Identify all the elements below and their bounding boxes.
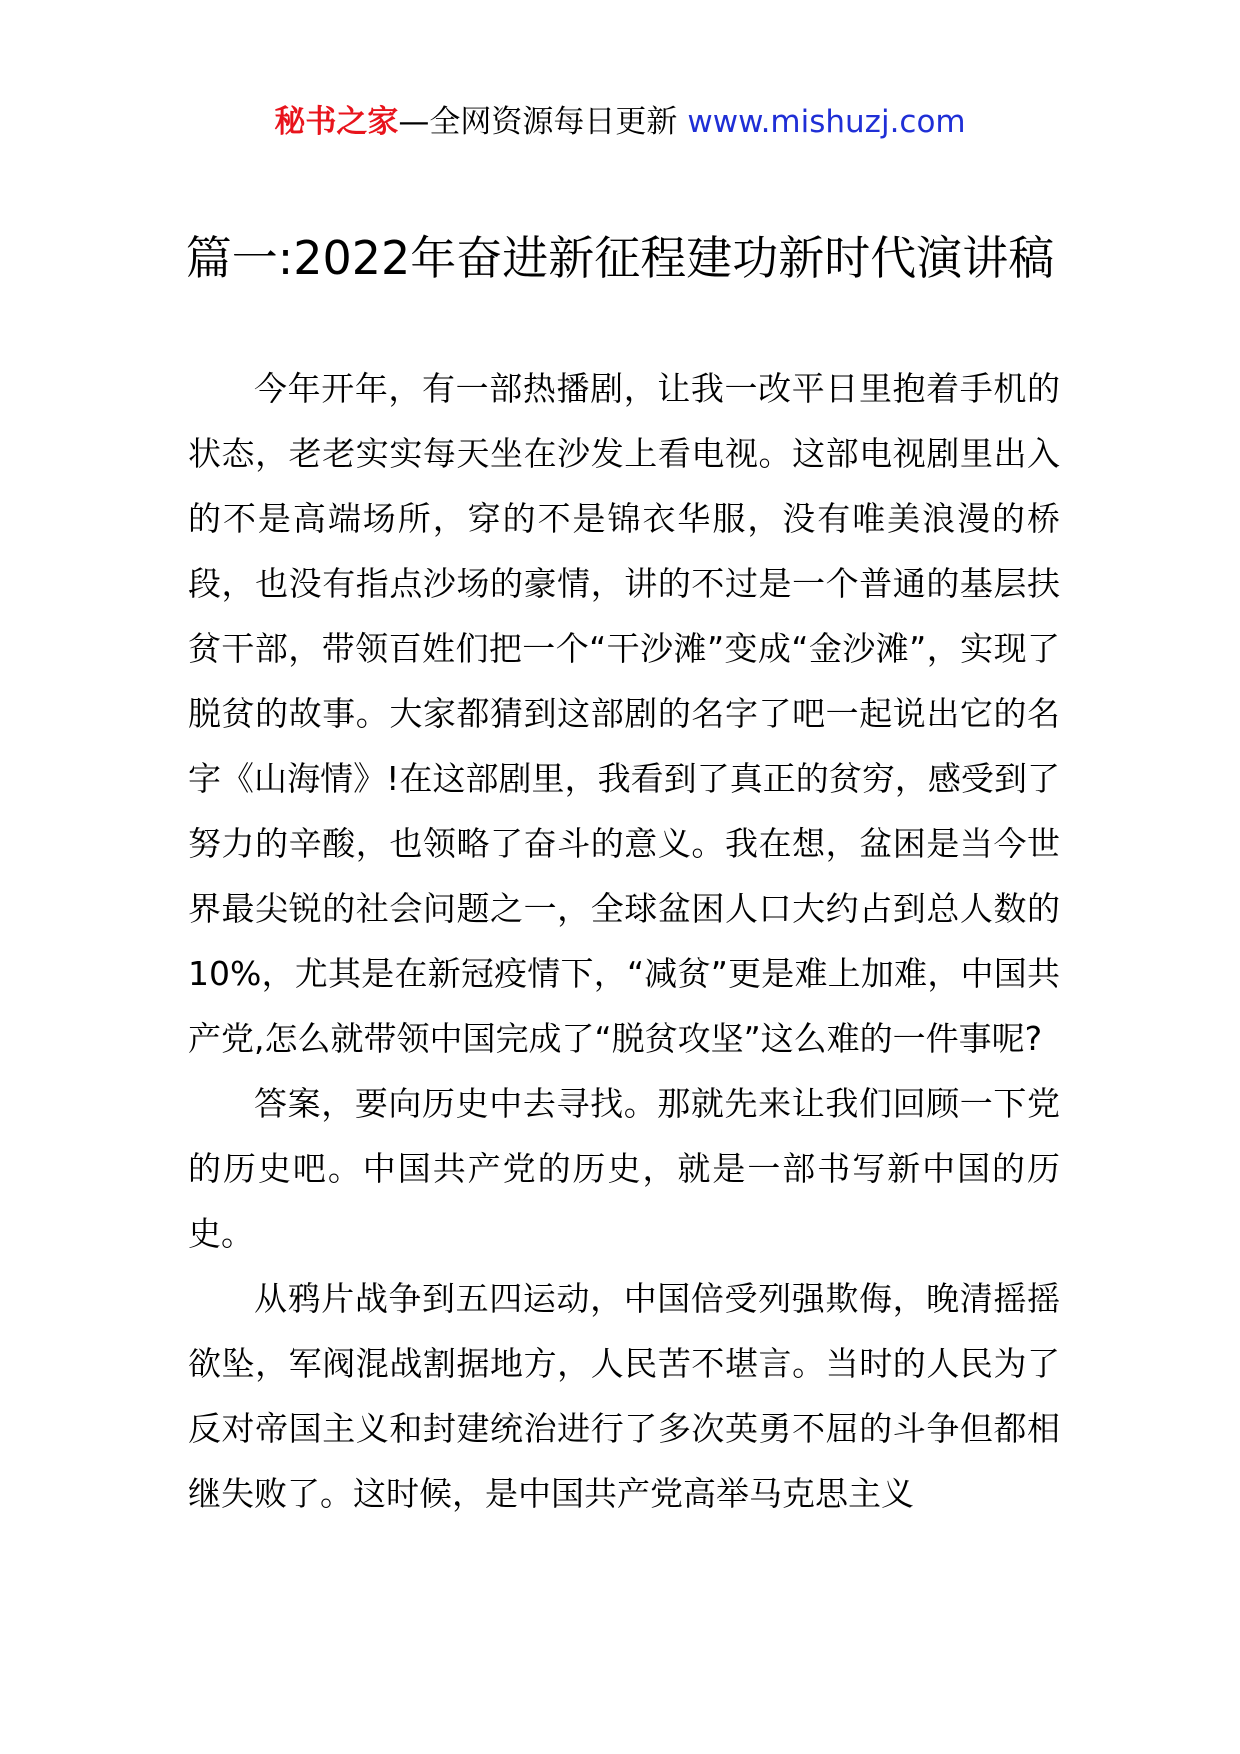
document-body bbox=[188, 356, 1060, 1526]
paragraph-3: 从鸦片战争到五四运动，中国倍受列强欺侮，晚清摇摇欲坠，军阀混战割据地方，人民苦不堪言。当时的人民为了反对帝国主义和封建统治进行了多次英勇不屈的斗争但都相继失败了。这时候，是中国共产党高举马克思主义 bbox=[188, 1279, 1060, 1513]
header-tagline: —全网资源每日更新 bbox=[398, 104, 678, 140]
site-header bbox=[0, 100, 1240, 144]
paragraph-1: 今年开年，有一部热播剧，让我一改平日里抱着手机的状态，老老实实每天坐在沙发上看电视。这部电视剧里出入的不是高端场所，穿的不是锦衣华服，没有唯美浪漫的桥段，也没有指点沙场的豪情，讲的不过是一个普通的基层扶贫干部，带领百姓们把一个“干沙滩”变成“金沙滩”，实现了脱贫的故事。大家都猜到这部剧的名字了吧一起说出它的名字《山海情》!在这部剧里，我看到了真正的贫穷，感受到了努力的辛酸，也领略了奋斗的意义。我在想，盆困是当今世界最尖锐的社会问题之一，全球盆困人口大约占到总人数的10%，尤其是在新冠疫情下，“减贫”更是难上加难，中国共产党,怎么就带领中国完成了“脱贫攻坚”这么难的一件事呢? bbox=[188, 369, 1060, 1058]
paragraph-2: 答案，要向历史中去寻找。那就先来让我们回顾一下党的历史吧。中国共产党的历史，就是一部书写新中国的历史。 bbox=[188, 1084, 1060, 1253]
site-url: www.mishuzj.com bbox=[687, 104, 966, 140]
brand-name: 秘书之家 bbox=[274, 104, 399, 140]
document-title: 篇一:2022年奋进新征程建功新时代演讲稿 bbox=[185, 231, 1055, 285]
